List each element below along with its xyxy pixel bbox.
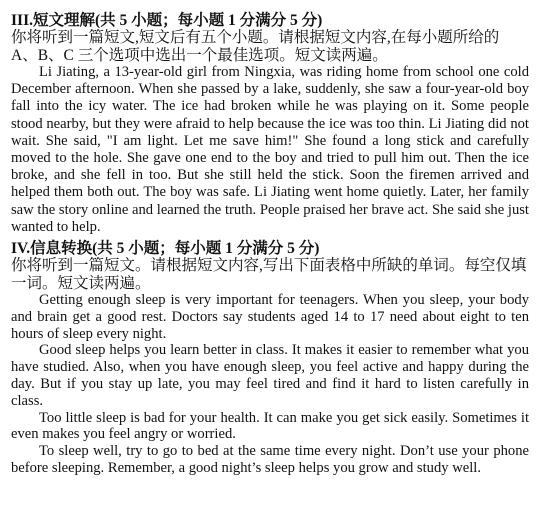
passage-paragraph: Good sleep helps you learn better in class. It makes it easier to remember what you have studied. Also, when you have enough sleep, you feel active and happy during the day. But if you stay up late, you may feel tired and find it hard to listen carefully in class. — [11, 342, 529, 409]
passage-paragraph: To sleep well, try to go to bed at the same time every night. Don’t use your phone before sleeping. Remember, a good night’s sleep helps you grow and study well. — [11, 443, 529, 476]
passage-paragraph: Li Jiating, a 13-year-old girl from Ningxia, was riding home from school one cold December afternoon. When she passed by a lake, suddenly, she saw a four-year-old boy fall into the icy water. The ice had broken while he was playing on it. Some people stood nearby, but they were afraid to help because the ice was too thin. Li Jiating did not wait. She said, "I am light. Let me save him!" She found a long stick and carefully moved to the hole. She gave one end to the boy and tried to pull him out. Then the ice broke, and she fell in too. But she still held the stick. Soon the firemen arrived and helped them both out. The boy was safe. Li Jiating went home quietly. Later, her family saw the story online and learned the truth. People praised her brave act. She said she just wanted to help. — [11, 64, 529, 235]
section-short-passage-comprehension — [11, 12, 529, 236]
section-instruction: 你将听到一篇短文,短文后有五个小题。请根据短文内容,在每小题所给的 A、B、C 三个选项中选出一个最佳选项。短文读两遍。 — [11, 29, 500, 64]
section-heading: IV.信息转换(共 5 小题；每小题 1 分满分 5 分) — [11, 240, 320, 258]
passage-paragraph: Too little sleep is bad for your health. It can make you get sick easily. Sometimes it even makes you feel angry or worried. — [11, 409, 529, 443]
section-heading: III.短文理解(共 5 小题；每小题 1 分满分 5 分) — [11, 12, 323, 29]
section-information-transfer — [11, 240, 529, 477]
document-page — [11, 12, 529, 477]
passage-paragraph: Getting enough sleep is very important for teenagers. When you sleep, your body and brain get a good rest. Doctors say students aged 14 to 17 need about eight to ten hours of sleep every night. — [11, 292, 529, 342]
section-instruction: 你将听到一篇短文。请根据短文内容,写出下面表格中所缺的单词。每空仅填一词。短文读两遍。 — [11, 257, 527, 292]
